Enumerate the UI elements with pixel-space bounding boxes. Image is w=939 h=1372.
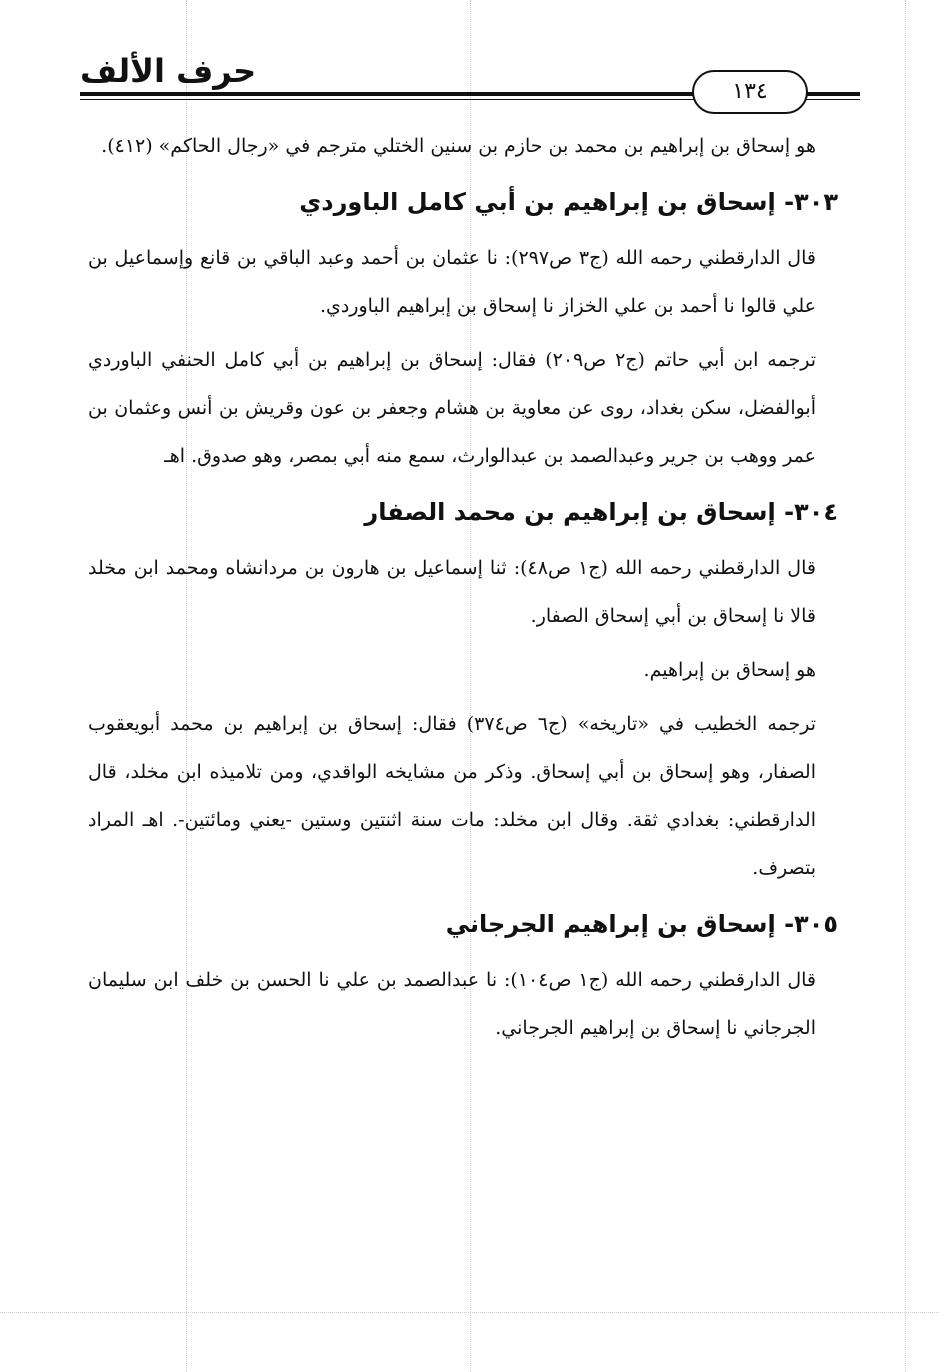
page-number: ١٣٤ bbox=[692, 70, 808, 114]
paragraph: قال الدارقطني رحمه الله (ج١ ص١٠٤): نا عبدالصمد بن علي نا الحسن بن خلف ابن سليمان الجرجاني نا إسحاق بن إبراهيم الجرجاني. bbox=[88, 969, 816, 1039]
page-header bbox=[80, 52, 860, 102]
paragraph: ترجمه الخطيب في «تاريخه» (ج٦ ص٣٧٤) فقال: إسحاق بن إبراهيم بن محمد أبويعقوب الصفار، وهو إسحاق بن أبي إسحاق. وذكر من مشايخه الواقدي، ومن تلاميذه ابن مخلد، قال الدارقطني: بغدادي ثقة. وقال ابن مخلد: مات سنة اثنتين وستين -يعني ومائتين-. اهـ المراد بتصرف. bbox=[88, 713, 817, 879]
entry-heading: ٣٠٤- إسحاق بن إبراهيم بن محمد الصفار bbox=[364, 498, 838, 526]
paragraph: هو إسحاق بن إبراهيم بن محمد بن حازم بن سنين الختلي مترجم في «رجال الحاكم» (٤١٢). bbox=[101, 135, 816, 157]
paragraph: هو إسحاق بن إبراهيم. bbox=[643, 659, 816, 681]
entry-heading: ٣٠٣- إسحاق بن إبراهيم بن أبي كامل الباوردي bbox=[299, 188, 838, 216]
running-title: حرف الألف bbox=[80, 52, 257, 90]
scan-line bbox=[0, 1312, 939, 1313]
entry-heading: ٣٠٥- إسحاق بن إبراهيم الجرجاني bbox=[445, 910, 838, 938]
paragraph: قال الدارقطني رحمه الله (ج٣ ص٢٩٧): نا عثمان بن أحمد وعبد الباقي بن قانع وإسماعيل بن علي قالوا نا أحمد بن علي الخزاز نا إسحاق بن إبراهيم الباوردي. bbox=[88, 247, 816, 317]
scan-line bbox=[905, 0, 906, 1372]
page-body bbox=[88, 122, 838, 1058]
paragraph: ترجمه ابن أبي حاتم (ج٢ ص٢٠٩) فقال: إسحاق بن إبراهيم بن أبي كامل الحنفي الباوردي أبوالفضل، سكن بغداد، روى عن معاوية بن هشام وجعفر بن عون وقريش بن أنس وعثمان بن عمر ووهب بن جرير وعبدالصمد بن عبدالوارث، سمع منه أبي بمصر، وهو صدوق. اهـ bbox=[88, 349, 816, 467]
paragraph: قال الدارقطني رحمه الله (ج١ ص٤٨): ثنا إسماعيل بن هارون بن مردانشاه ومحمد ابن مخلد قالا نا إسحاق بن أبي إسحاق الصفار. bbox=[88, 557, 816, 627]
